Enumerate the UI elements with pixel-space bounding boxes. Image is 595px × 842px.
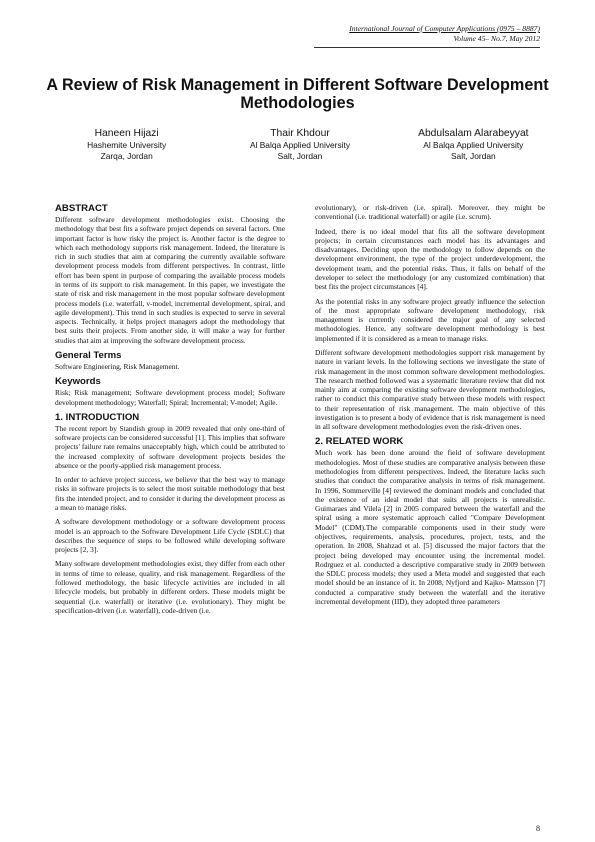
journal-header — [349, 24, 540, 43]
author-affiliation: Al Balqa Applied University — [249, 140, 351, 150]
general-terms-heading: General Terms — [55, 349, 122, 361]
abstract-heading: ABSTRACT — [55, 203, 108, 214]
author-location: Salt, Jordan — [450, 150, 496, 161]
paragraph: The recent report by Standish group in 2009 revealed that only one-third of software projects can be considered successful [1]. This implies that software projects' failure rate remains unacceptably high, which could be attributed to the increased complexity of software development projects besides the absence or the poorly-applied risk management process. — [55, 423, 285, 470]
paragraph: In order to achieve project success, we believe that the best way to manage risks in software projects is to select the most suitable methodology that best fits the intended project, and to consider it during the development process as a mean to manage risks. — [55, 475, 285, 513]
right-column — [315, 203, 545, 611]
page-number: 8 — [536, 824, 540, 833]
paragraph: Much work has been done around the field of software development methodologies. Most of these studies are comparative analysis between these methodologies from different perspectives. Indeed, the literature lacks such studies that conduct the comparative analysis in terms of risk management. In 1996, Sommerville [4] reviewed the dominant models and concluded that the existence of an ideal model that suits all projects is unrealistic. Guimaraes and Vilela [2] in 2005 compared between the waterfall and the spiral using a more systematic approach called "Compare Development Model" (CDM).The comparable components used in their study were objectives, requirements, analysis, procedures, project, tests, and the operation. In 2008, Shahzad et al. [5] discussed the major factors that the project being developed may encounter using the incremental model. Rodrguez et al. conducted a descriptive comparative study in 2009 between the SDLC process models; they used a Meta model and suggested that each model should be an instance of it. In 2008, Nyfjord and Kajko- Mattsson [7] conducted a comparative study between the waterfall and the iterative incremental development (IID), they adopted three parameters — [315, 448, 545, 606]
left-column — [55, 203, 285, 620]
keywords-heading: Keywords — [55, 376, 101, 388]
author-name: Thair Khdour — [270, 128, 330, 139]
author-block — [40, 127, 560, 161]
paragraph: Indeed, there is no ideal model that fits all the software development projects; in certain circumstances each model has its advantages and disadvantages. Deciding upon the methodology to follow depends on the development environment, the type of the project underdevelopment, the development team, and the potential risks. Thus, it falls on behalf of the developer to select the methodology (or any customized combination) that best fits the project circumstances [4]. — [315, 226, 545, 292]
paragraph: A software development methodology or a software development process model is an approach to the Software Development Life Cycle (SDLC) that describes the sequence of steps to be followed while developing software projects [2, 3]. — [55, 517, 285, 555]
related-work-heading: 2. RELATED WORK — [315, 436, 404, 448]
paragraph: As the potential risks in any software project greatly influence the selection of the most appropriate software development methodology, risk management is currently considered the major goal of any selected methodologies. Hence, any software development methodology is best implemented if it is considered as a mean to manage risks. — [315, 296, 545, 343]
author-2 — [213, 127, 386, 161]
author-1 — [40, 127, 213, 161]
abstract-text: Different software development methodologies exist. Choosing the methodology that best fits a software project depends on several factors. One important factor is how risky the project is. Another factor is the degree to which each methodology supports risk management. Indeed, the literature is rich in such studies that aim at comparing the currently available software development process models from different perspectives. In contrast, little effort has been spent in purpose of comparing the available process models in terms of its support to risk management. In this paper, we investigate the state of risk and risk management in the most popular software development process models (i.e. waterfall, v-model, incremental development, spiral, and agile development). This trend in such studies is expected to serve in several aspects. Technically, it helps project managers adopt the methodology that best suits their projects. From another side, it will make a way for further studies that aim at improving the software development process. — [55, 215, 285, 345]
author-affiliation: Hashemite University — [87, 140, 167, 150]
keywords-text: Risk; Risk management; Software development process model; Software development methodology; Waterfall; Spiral; Incremental; V-model; Agile. — [55, 388, 285, 407]
author-location: Zarqa, Jordan — [100, 150, 153, 161]
author-name: Abdulsalam Alarabeyyat — [418, 128, 529, 139]
introduction-heading: 1. INTRODUCTION — [55, 411, 140, 423]
paper-title: A Review of Risk Management in Different Software Development Methodologies — [46, 76, 549, 112]
paragraph: evolutionary), or risk-driven (i.e. spiral). Moreover, they might be conventional (i.e. traditional waterfall) or agile (i.e. scrum). — [315, 203, 545, 222]
header-rule — [314, 47, 540, 48]
paragraph: Different software development methodologies support risk management by nature in variant levels. In the following sections we investigate the state of risk management in the most common software development methodologies. The research method followed was a systematic literature review that did not mainly aim at comparing the existing software development methodologies, rather to conduct this comparative study between these models with respect to their representation of risk management. The main objective of this investigation is to present a body of evidence that is risk management is need in all software development methodologies even the risk-driven ones. — [315, 347, 545, 432]
author-name: Haneen Hijazi — [94, 128, 159, 139]
author-location: Salt, Jordan — [277, 150, 323, 161]
author-3 — [387, 127, 560, 161]
journal-volume: Volume 45– No.7, May 2012 — [453, 33, 540, 43]
paragraph: Many software development methodologies exist, they differ from each other in terms of time to release, quality, and risk management. Regardless of the followed methodology, the basic lifecycle activities are included in all lifecycle models, but probably in different orders. These models might be sequential (i.e. waterfall) or iterative (i.e. evolutionary). They might be specification-driven (i.e. waterfall), code-driven (i.e. — [55, 559, 285, 615]
journal-name: International Journal of Computer Applications (0975 – 8887) — [349, 24, 540, 33]
author-affiliation: Al Balqa Applied University — [423, 140, 524, 150]
general-terms-text: Software Engineering, Risk Management. — [55, 361, 180, 371]
